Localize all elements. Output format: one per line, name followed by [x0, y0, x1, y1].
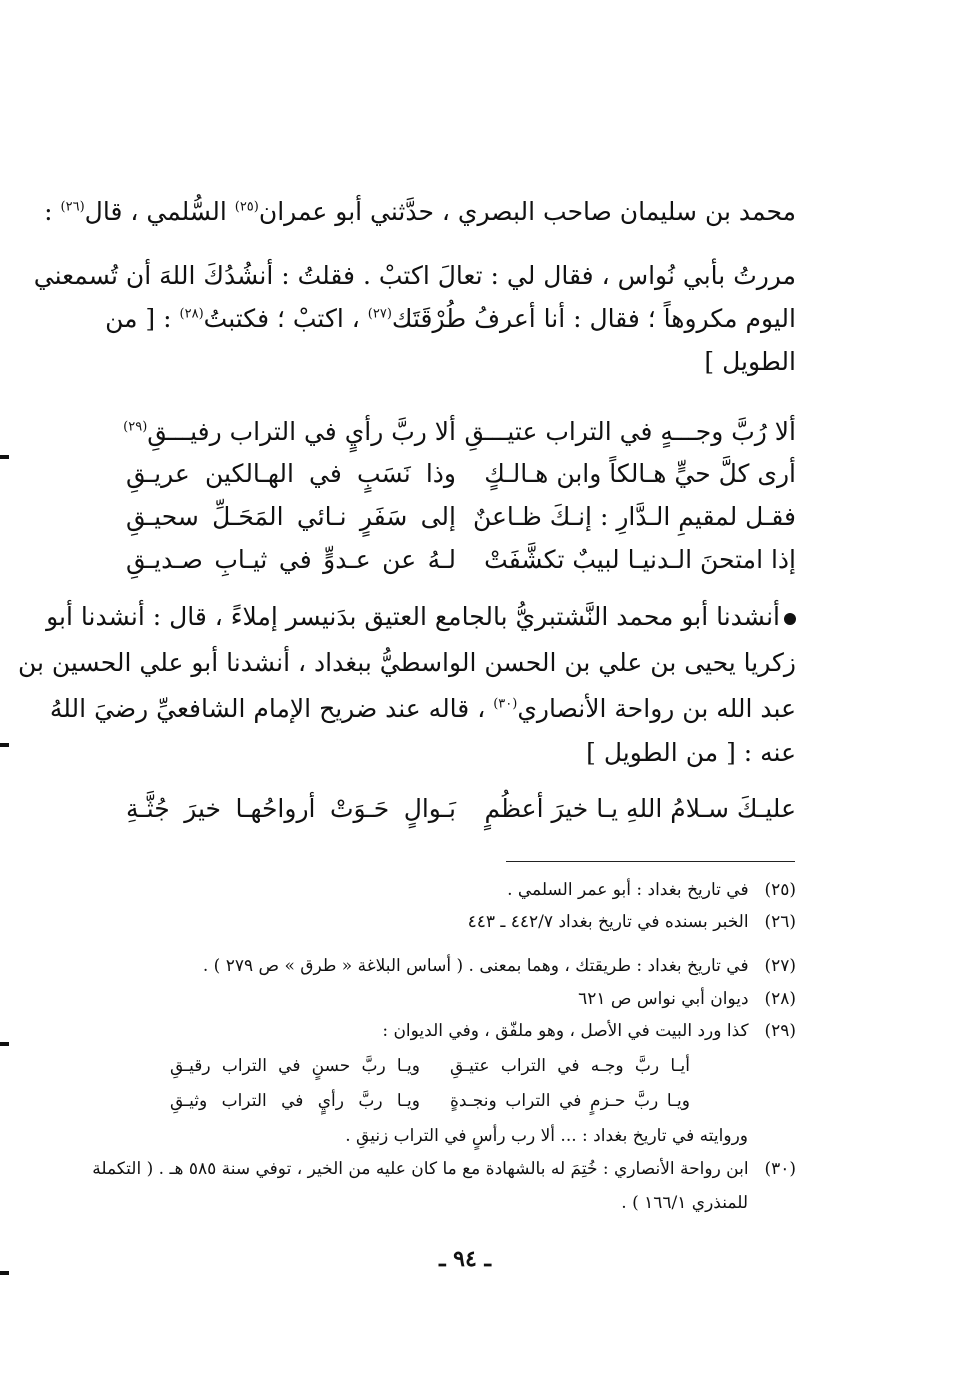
footnote-number: (٢٧) — [764, 956, 796, 976]
footnote-27 — [126, 953, 796, 979]
page-number: ـ ٩٤ ـ — [439, 1246, 491, 1272]
footnote-25 — [126, 877, 796, 903]
verse-1-second-hemistich — [123, 412, 456, 452]
para1-line-2 — [105, 299, 796, 339]
footnote-text: الخبر بسنده في تاريخ بغداد ٤٤٢/٧ ـ ٤٤٣ — [467, 912, 749, 932]
scan-mark — [0, 1042, 9, 1046]
verse-2-second-hemistich: وذا نَسَبٍ في الهـالكين عريـقِ — [126, 459, 456, 488]
verse-5 — [126, 789, 796, 829]
footnote-number: (٢٦) — [764, 912, 796, 932]
verse-3-first-hemistich: فقـل لمقيمِ الـدَّارِ : إنـكَ ظـاعنٌ — [472, 502, 796, 531]
footnote-30 — [92, 1156, 796, 1182]
para1-text-2b: ، اكتبْ ؛ فكتبتُ — [203, 304, 368, 333]
para2-text-4: عنه : [ من الطويل ] — [586, 738, 796, 767]
footnote-ref-28: (٢٨) — [179, 306, 204, 322]
para2-line-4 — [126, 733, 796, 773]
footnote-number: (٢٨) — [764, 989, 796, 1009]
scan-mark — [0, 743, 9, 747]
intro-text-2: السُّلمي ، قال — [84, 197, 235, 226]
intro-text-3: : — [44, 197, 61, 226]
para1-text-2a: اليوم مكروهاً ؛ فقال : أنا أعرفُ طُرْقَتَك — [391, 304, 796, 333]
footnote-ref-25: (٢٥) — [234, 199, 259, 215]
footnote-ref-27: (٢٧) — [367, 306, 392, 322]
footnote-text: ابن رواحة الأنصاري : خُتِمَ له بالشهادة مع ما كان عليه من الخير ، توفي سنة ٥٨٥ هـ . ( التكملة — [92, 1159, 749, 1179]
footnote-text: كذا ورد البيت في الأصل ، وهو ملفّق ، وفي الديوان : — [382, 1021, 749, 1041]
para2-line-1 — [46, 597, 796, 637]
footnote-30-cont-text: للمنذري ١٦٦/١ ) . — [621, 1193, 748, 1213]
verse-4 — [126, 540, 796, 580]
verse-2 — [126, 454, 796, 494]
verse-4-first-hemistich: إذا امتحنَ الـدنيـا لبيبٌ تكشَّفَتْ — [484, 545, 796, 574]
footnote-verse-2-second: ويـا ربَّ رأيٍ في التراب وثيـقِ — [170, 1091, 420, 1111]
intro-line — [44, 192, 796, 232]
footnote-ref-26: (٢٦) — [60, 199, 85, 215]
footnote-30-continued — [128, 1190, 748, 1216]
scan-mark — [0, 455, 9, 459]
para1-text-3: الطويل ] — [704, 347, 796, 376]
bullet-marker — [784, 613, 796, 625]
para1-text-1: مررتُ بأبي نُواس ، فقال لي : تعالَ اكتبْ . فقلتُ : أنشُدُكَ اللهَ أن تُسمعني — [33, 261, 796, 290]
footnote-text: ديوان أبي نواس ص ٦٢١ — [578, 989, 749, 1009]
verse-2-first-hemistich: أرى كلَّ حيٍّ هـالكاً وابن هـالـكٍ — [484, 459, 796, 488]
para2-text-2: زكريا يحيى بن علي بن الحسن الواسطيُّ ببغداد ، أنشدنا أبو علي الحسين بن — [17, 648, 796, 677]
footnote-verse-1-second: ويـا ربَّ حسنٍ في التراب رقيـقِ — [170, 1056, 420, 1076]
footnote-number: (٢٥) — [764, 880, 796, 900]
verse-3 — [126, 497, 796, 537]
para2-text-1: أنشدنا أبو محمد النَّشتبريُّ بالجامع العتيق بدَنيسر إملاءً ، قال : أنشدنا أبو — [46, 602, 780, 631]
footnote-verse-1-first: أيـا ربَّ وجـه في التراب عتيـقِ — [450, 1056, 690, 1076]
footnote-text: في تاريخ بغداد : طريقتك ، وهما بمعنى . ( أساس البلاغة « طرق » ص ٢٧٩ ) . — [202, 956, 749, 976]
verse-5-first-hemistich: عليـكَ سـلامُ اللهِ يـا خيرَ أعظُمٍ — [484, 794, 796, 823]
verse-1-first-hemistich: ألا رُبَّ وجـــهٍ في التراب عتيـــقِ — [464, 417, 796, 446]
para2-line-3 — [49, 689, 796, 729]
scan-mark — [0, 1271, 9, 1275]
footnote-26 — [126, 909, 796, 935]
para1-line-3 — [126, 342, 796, 382]
para2-text-3a: عبد الله بن رواحة الأنصاري — [517, 694, 796, 723]
verse-3-second-hemistich: إلى سَفَرٍ نـائي المَحَـلِّ سحيـقِ — [126, 502, 456, 531]
para2-line-2 — [17, 643, 796, 683]
footnote-number: (٢٩) — [764, 1021, 796, 1041]
verse-4-second-hemistich: لـهُ عن عـدوٍّ في ثيـابِ صـديـقِ — [126, 545, 456, 574]
footnote-verse-2 — [170, 1088, 690, 1114]
para1-text-2c: : [ من — [105, 304, 180, 333]
footnote-ref-29: (٢٩) — [123, 419, 148, 435]
footnote-verse-2-first: ويـا ربَّ حـزمٍ في التراب ونجـدةٍ — [450, 1091, 690, 1111]
verse-1 — [123, 412, 796, 452]
para2-text-3b: ، قاله عند ضريح الإمام الشافعيِّ رضيَ اللهُ — [49, 694, 494, 723]
verse-5-second-hemistich: بَـوالٍ حَـوَتْ أرواحُهـا خيرَ جُثَّـةِ — [126, 794, 456, 823]
footnote-29 — [126, 1018, 796, 1044]
footnote-number: (٣٠) — [764, 1159, 796, 1179]
verse-1-second-text: ألا ربَّ رأيٍ في التراب رفيـــقِ — [147, 417, 456, 446]
footnote-28 — [126, 986, 796, 1012]
footnote-29-riwaya — [128, 1123, 748, 1149]
footnote-verse-1 — [170, 1053, 690, 1079]
footnote-separator — [506, 861, 795, 862]
intro-text: محمد بن سليمان صاحب البصري ، حدَّثني أبو عمران — [258, 197, 796, 226]
para1-line-1 — [33, 256, 796, 296]
footnote-text: في تاريخ بغداد : أبو عمر السلمي . — [507, 880, 749, 900]
footnote-ref-30: (٣٠) — [493, 696, 518, 712]
footnote-riwaya-text: وروايته في تاريخ بغداد : ... ألا رب رأسٍ في التراب زنيقِ . — [345, 1126, 748, 1146]
